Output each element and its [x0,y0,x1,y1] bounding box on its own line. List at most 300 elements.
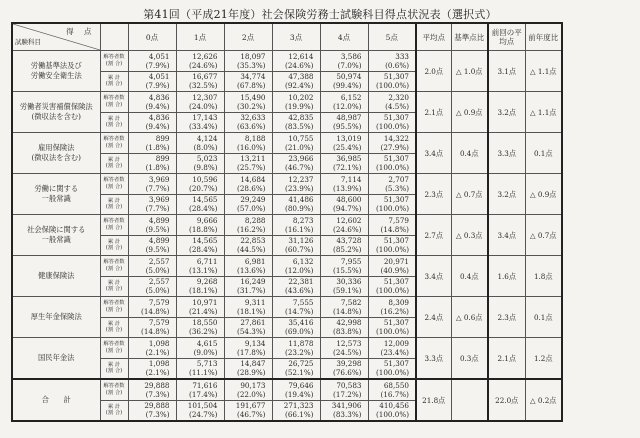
count-ratio: (16.1%) [285,224,314,234]
row-kind-sub: (割 合) [105,60,123,67]
count-ratio: (7.7%) [145,183,170,193]
row-kind-sub: (割 合) [105,81,123,88]
count-ratio: (12.0%) [333,101,362,111]
row-kind-cell [100,317,128,338]
count-cell [176,92,224,113]
row-kind-cell [100,276,128,297]
count-value: 6,152 [340,92,362,102]
count-value: 71,616 [192,380,218,390]
count-value: 14,565 [192,236,218,246]
count-value: 4,051 [148,51,170,61]
count-ratio: (7.0%) [337,60,362,70]
vs-standard-cell: △ 0.7点 [451,174,488,215]
count-value: 23,966 [288,154,314,164]
subject-name-line: 雇用保険法 [38,143,75,152]
count-value: 16,249 [240,277,266,287]
vs-standard-cell: 0.4点 [451,256,488,297]
row-kind-sub: (割 合) [105,265,123,272]
prev-average-cell: 3.2点 [488,92,525,133]
count-value: 36,985 [336,154,362,164]
count-cell [320,276,368,297]
average-cell: 2.7点 [416,215,451,256]
table-row [12,133,562,154]
count-cell [224,358,272,379]
count-ratio: (17.8%) [237,347,266,357]
count-ratio: (0.6%) [385,60,409,70]
average-cell: 3.3点 [416,338,451,380]
count-ratio: (66.1%) [285,410,314,420]
count-cell [272,174,320,195]
count-cell [176,235,224,256]
count-value: 2,557 [148,256,170,266]
count-ratio: (4.5%) [385,101,409,111]
count-value: 51,307 [383,359,409,369]
count-ratio: (63.6%) [237,122,266,132]
count-cell [224,71,272,92]
row-kind-cell [100,256,128,277]
row-kind-sub: (割 合) [105,122,123,129]
count-cell [176,297,224,318]
vs-prev-year-cell: △ 0.9点 [525,174,562,215]
row-kind-sub: (割 合) [105,163,123,170]
count-cell [272,338,320,359]
count-value: 12,614 [288,51,314,61]
count-cell [224,400,272,421]
subject-name-line: (徴収法を含む) [31,112,81,121]
count-ratio: (17.4%) [189,389,218,399]
count-ratio: (25.4%) [333,142,362,152]
col-header-prev-average: 前回の平均点 [488,23,525,51]
row-kind-sub: (割 合) [105,224,123,231]
count-value: 22,381 [288,277,314,287]
row-kind-sub: (割 合) [105,368,123,375]
count-cell [272,317,320,338]
row-kind-sub: (割 合) [105,389,123,396]
count-ratio: (57.0%) [237,204,266,214]
count-cell [320,297,368,318]
row-kind-cell [100,92,128,113]
prev-average-cell: 3.2点 [488,174,525,215]
count-value: 10,596 [192,174,218,184]
count-cell [224,256,272,277]
count-cell [224,51,272,72]
count-cell [128,174,176,195]
count-ratio: (31.7%) [237,286,266,296]
count-value: 2,557 [148,277,170,287]
count-ratio: (1.8%) [145,142,170,152]
count-cell [224,379,272,400]
count-ratio: (7.3%) [145,410,170,420]
count-ratio: (100.0%) [375,122,409,132]
count-ratio: (83.3%) [333,410,362,420]
count-cell [368,194,416,215]
count-value: 51,307 [383,72,409,82]
count-value: 12,009 [383,338,409,348]
row-kind-label: 累 計 [107,115,121,122]
count-value: 12,602 [336,215,362,225]
count-ratio: (18.8%) [189,224,218,234]
count-ratio: (5.3%) [385,183,409,193]
count-ratio: (28.6%) [237,183,266,193]
count-value: 10,202 [288,92,314,102]
row-kind-label: 解答者数 [103,383,125,390]
count-value: 7,582 [340,297,362,307]
count-value: 191,677 [235,401,266,411]
count-cell [272,133,320,154]
subject-name-cell [12,51,100,92]
count-value: 41,486 [288,195,314,205]
count-ratio: (19.9%) [285,101,314,111]
count-ratio: (11.1%) [189,368,218,378]
count-value: 410,456 [379,401,409,411]
count-cell [272,276,320,297]
count-value: 30,336 [336,277,362,287]
count-cell [320,400,368,421]
subject-name-line: 一般常識 [41,235,71,244]
count-value: 7,579 [148,318,170,328]
count-ratio: (13.1%) [189,265,218,275]
count-cell [224,276,272,297]
count-value: 4,836 [148,92,170,102]
row-kind-cell [100,133,128,154]
prev-average-cell: 22.0点 [488,379,525,421]
count-ratio: (7.9%) [145,60,170,70]
vs-standard-cell: △ 0.9点 [451,92,488,133]
subject-name-cell [12,92,100,133]
count-ratio: (24.6%) [333,224,362,234]
col-header-0: 0点 [128,23,176,51]
count-value: 1,098 [148,359,170,369]
row-kind-label: 累 計 [107,197,121,204]
count-value: 29,249 [240,195,266,205]
row-kind-label: 解答者数 [103,95,125,102]
count-value: 333 [395,51,409,61]
row-kind-cell [100,379,128,400]
table-row [12,256,562,277]
count-cell [272,92,320,113]
count-ratio: (23.9%) [285,183,314,193]
count-ratio: (100.0%) [375,204,409,214]
row-kind-cell [100,153,128,174]
count-value: 26,725 [288,359,314,369]
count-cell [320,317,368,338]
count-value: 2,707 [388,174,409,184]
table-row [12,338,562,359]
count-value: 7,955 [340,256,362,266]
count-cell [224,174,272,195]
count-value: 341,906 [331,401,362,411]
subject-name-cell [12,338,100,380]
subject-name-line: (徴収法を含む) [31,153,81,162]
count-ratio: (46.7%) [237,410,266,420]
row-kind-cell [100,297,128,318]
count-value: 5,023 [196,154,218,164]
count-value: 51,307 [383,195,409,205]
count-cell [128,92,176,113]
count-value: 10,971 [192,297,218,307]
row-kind-cell [100,358,128,379]
count-ratio: (80.9%) [285,204,314,214]
count-value: 51,307 [383,318,409,328]
vs-prev-year-cell: 0.1点 [525,297,562,338]
vs-standard-cell: △ 1.0点 [451,51,488,92]
count-ratio: (9.5%) [145,224,170,234]
count-value: 4,124 [196,133,218,143]
count-cell [368,317,416,338]
count-cell [176,400,224,421]
count-value: 43,728 [336,236,362,246]
count-cell [224,317,272,338]
count-cell [320,71,368,92]
vs-prev-year-cell: △ 0.7点 [525,215,562,256]
count-ratio: (100.0%) [375,163,409,173]
count-ratio: (16.2%) [237,224,266,234]
count-cell [224,112,272,133]
count-value: 29,888 [144,380,170,390]
count-cell [128,317,176,338]
count-cell [320,174,368,195]
count-ratio: (13.6%) [237,265,266,275]
count-cell [128,112,176,133]
count-value: 47,388 [288,72,314,82]
prev-average-cell: 3.4点 [488,215,525,256]
table-row [12,379,562,400]
count-cell [128,358,176,379]
count-value: 13,211 [240,154,266,164]
row-kind-label: 累 計 [107,238,121,245]
count-ratio: (8.0%) [193,142,218,152]
subject-name-cell [12,297,100,338]
count-value: 51,307 [383,154,409,164]
count-ratio: (44.5%) [237,245,266,255]
count-cell [320,153,368,174]
count-ratio: (7.3%) [145,389,170,399]
count-cell [176,256,224,277]
row-kind-sub: (割 合) [105,204,123,211]
count-ratio: (95.5%) [333,122,362,132]
average-cell: 2.1点 [416,92,451,133]
count-cell [320,235,368,256]
count-cell [128,51,176,72]
count-cell [320,215,368,236]
count-ratio: (13.9%) [333,183,362,193]
count-cell [320,194,368,215]
count-cell [224,235,272,256]
count-ratio: (16.2%) [380,306,409,316]
count-value: 101,504 [187,401,218,411]
subject-name-line: 健康保険法 [38,271,75,280]
count-cell [272,297,320,318]
count-ratio: (76.6%) [333,368,362,378]
count-ratio: (35.3%) [237,60,266,70]
count-cell [224,133,272,154]
count-value: 42,835 [288,113,314,123]
row-kind-cell [100,338,128,359]
count-value: 6,981 [244,256,266,266]
count-cell [176,338,224,359]
count-value: 899 [155,133,170,143]
count-cell [368,174,416,195]
count-ratio: (21.4%) [189,306,218,316]
average-cell: 3.4点 [416,133,451,174]
count-cell [224,153,272,174]
count-cell [272,235,320,256]
count-cell [272,215,320,236]
count-cell [128,379,176,400]
subject-name-cell [12,256,100,297]
count-cell [272,153,320,174]
count-ratio: (24.0%) [189,101,218,111]
count-ratio: (52.1%) [285,368,314,378]
count-cell [224,297,272,318]
col-header-2: 2点 [224,23,272,51]
count-value: 14,847 [240,359,266,369]
count-value: 14,322 [383,133,409,143]
corner-subject-label: 試験科目 [15,38,41,46]
subject-name-line: 合 計 [41,395,71,404]
count-value: 1,098 [148,338,170,348]
count-value: 35,416 [288,318,314,328]
count-ratio: (2.1%) [145,368,170,378]
count-cell [128,256,176,277]
prev-average-cell: 2.3点 [488,297,525,338]
count-cell [176,71,224,92]
row-kind-sub: (割 合) [105,245,123,252]
count-value: 31,126 [288,236,314,246]
count-value: 7,579 [148,297,170,307]
subject-name-line: 一般常識 [41,194,71,203]
count-ratio: (27.9%) [380,142,409,152]
count-ratio: (17.2%) [333,389,362,399]
count-ratio: (14.8%) [380,224,409,234]
table-row [12,215,562,236]
count-ratio: (24.5%) [333,347,362,357]
row-kind-label: 解答者数 [103,259,125,266]
count-cell [272,194,320,215]
count-ratio: (16.7%) [380,389,409,399]
count-ratio: (40.9%) [380,265,409,275]
count-ratio: (25.7%) [237,163,266,173]
count-cell [368,358,416,379]
count-cell [320,133,368,154]
count-ratio: (46.7%) [285,163,314,173]
vs-standard-cell: 0.3点 [451,338,488,380]
count-ratio: (12.0%) [285,265,314,275]
count-cell [128,215,176,236]
kind-header-cell [100,23,128,51]
count-value: 50,974 [336,72,362,82]
row-kind-label: 累 計 [107,279,121,286]
row-kind-label: 解答者数 [103,300,125,307]
count-cell [128,338,176,359]
subject-name-cell [12,379,100,421]
count-cell [272,112,320,133]
count-ratio: (100.0%) [375,245,409,255]
count-cell [224,194,272,215]
count-ratio: (14.7%) [285,306,314,316]
prev-average-cell: 3.3点 [488,133,525,174]
count-cell [176,379,224,400]
count-value: 9,134 [244,338,266,348]
count-value: 48,600 [336,195,362,205]
count-cell [272,400,320,421]
count-cell [368,153,416,174]
count-value: 18,550 [192,318,218,328]
subject-name-line: 国民年金法 [38,353,75,362]
count-ratio: (9.8%) [193,163,218,173]
corner-score-label: 得 点 [66,27,96,36]
row-kind-cell [100,400,128,421]
count-cell [272,71,320,92]
score-status-table [11,22,563,422]
row-kind-cell [100,51,128,72]
count-cell [176,194,224,215]
count-cell [176,215,224,236]
col-header-1: 1点 [176,23,224,51]
row-kind-sub: (割 合) [105,101,123,108]
corner-header-cell [12,23,100,51]
row-kind-sub: (割 合) [105,142,123,149]
vs-prev-year-cell: △ 1.1点 [525,92,562,133]
prev-average-cell: 3.1点 [488,51,525,92]
count-cell [176,174,224,195]
vs-prev-year-cell: 1.8点 [525,256,562,297]
row-kind-label: 解答者数 [103,136,125,143]
count-cell [176,51,224,72]
subject-name-line: 社会保険に関する [27,225,86,234]
row-kind-label: 累 計 [107,74,121,81]
row-kind-label: 解答者数 [103,177,125,184]
subject-name-cell [12,215,100,256]
average-cell: 2.0点 [416,51,451,92]
col-header-3: 3点 [272,23,320,51]
row-kind-cell [100,194,128,215]
count-ratio: (60.7%) [285,245,314,255]
count-ratio: (9.5%) [145,245,170,255]
count-value: 6,132 [292,256,314,266]
count-value: 51,307 [383,277,409,287]
count-value: 8,188 [244,133,266,143]
count-cell [320,92,368,113]
col-header-vs-prev-year: 前年度比 [525,23,562,51]
count-cell [320,256,368,277]
count-value: 899 [155,154,170,164]
count-ratio: (72.1%) [333,163,362,173]
subject-name-cell [12,174,100,215]
count-value: 51,307 [383,236,409,246]
count-value: 12,573 [336,338,362,348]
count-cell [128,194,176,215]
count-ratio: (28.9%) [237,368,266,378]
count-cell [176,317,224,338]
row-kind-sub: (割 合) [105,286,123,293]
count-cell [176,112,224,133]
count-ratio: (24.6%) [285,60,314,70]
count-ratio: (23.4%) [380,347,409,357]
row-kind-label: 解答者数 [103,341,125,348]
row-kind-label: 累 計 [107,403,121,410]
count-cell [128,297,176,318]
header-row [12,23,562,51]
count-value: 9,268 [196,277,218,287]
count-ratio: (14.8%) [141,306,170,316]
count-value: 271,323 [283,401,314,411]
count-cell [368,51,416,72]
count-ratio: (18.1%) [189,286,218,296]
average-cell: 3.4点 [416,256,451,297]
vs-standard-cell: △ 0.3点 [451,215,488,256]
count-ratio: (9.4%) [145,122,170,132]
